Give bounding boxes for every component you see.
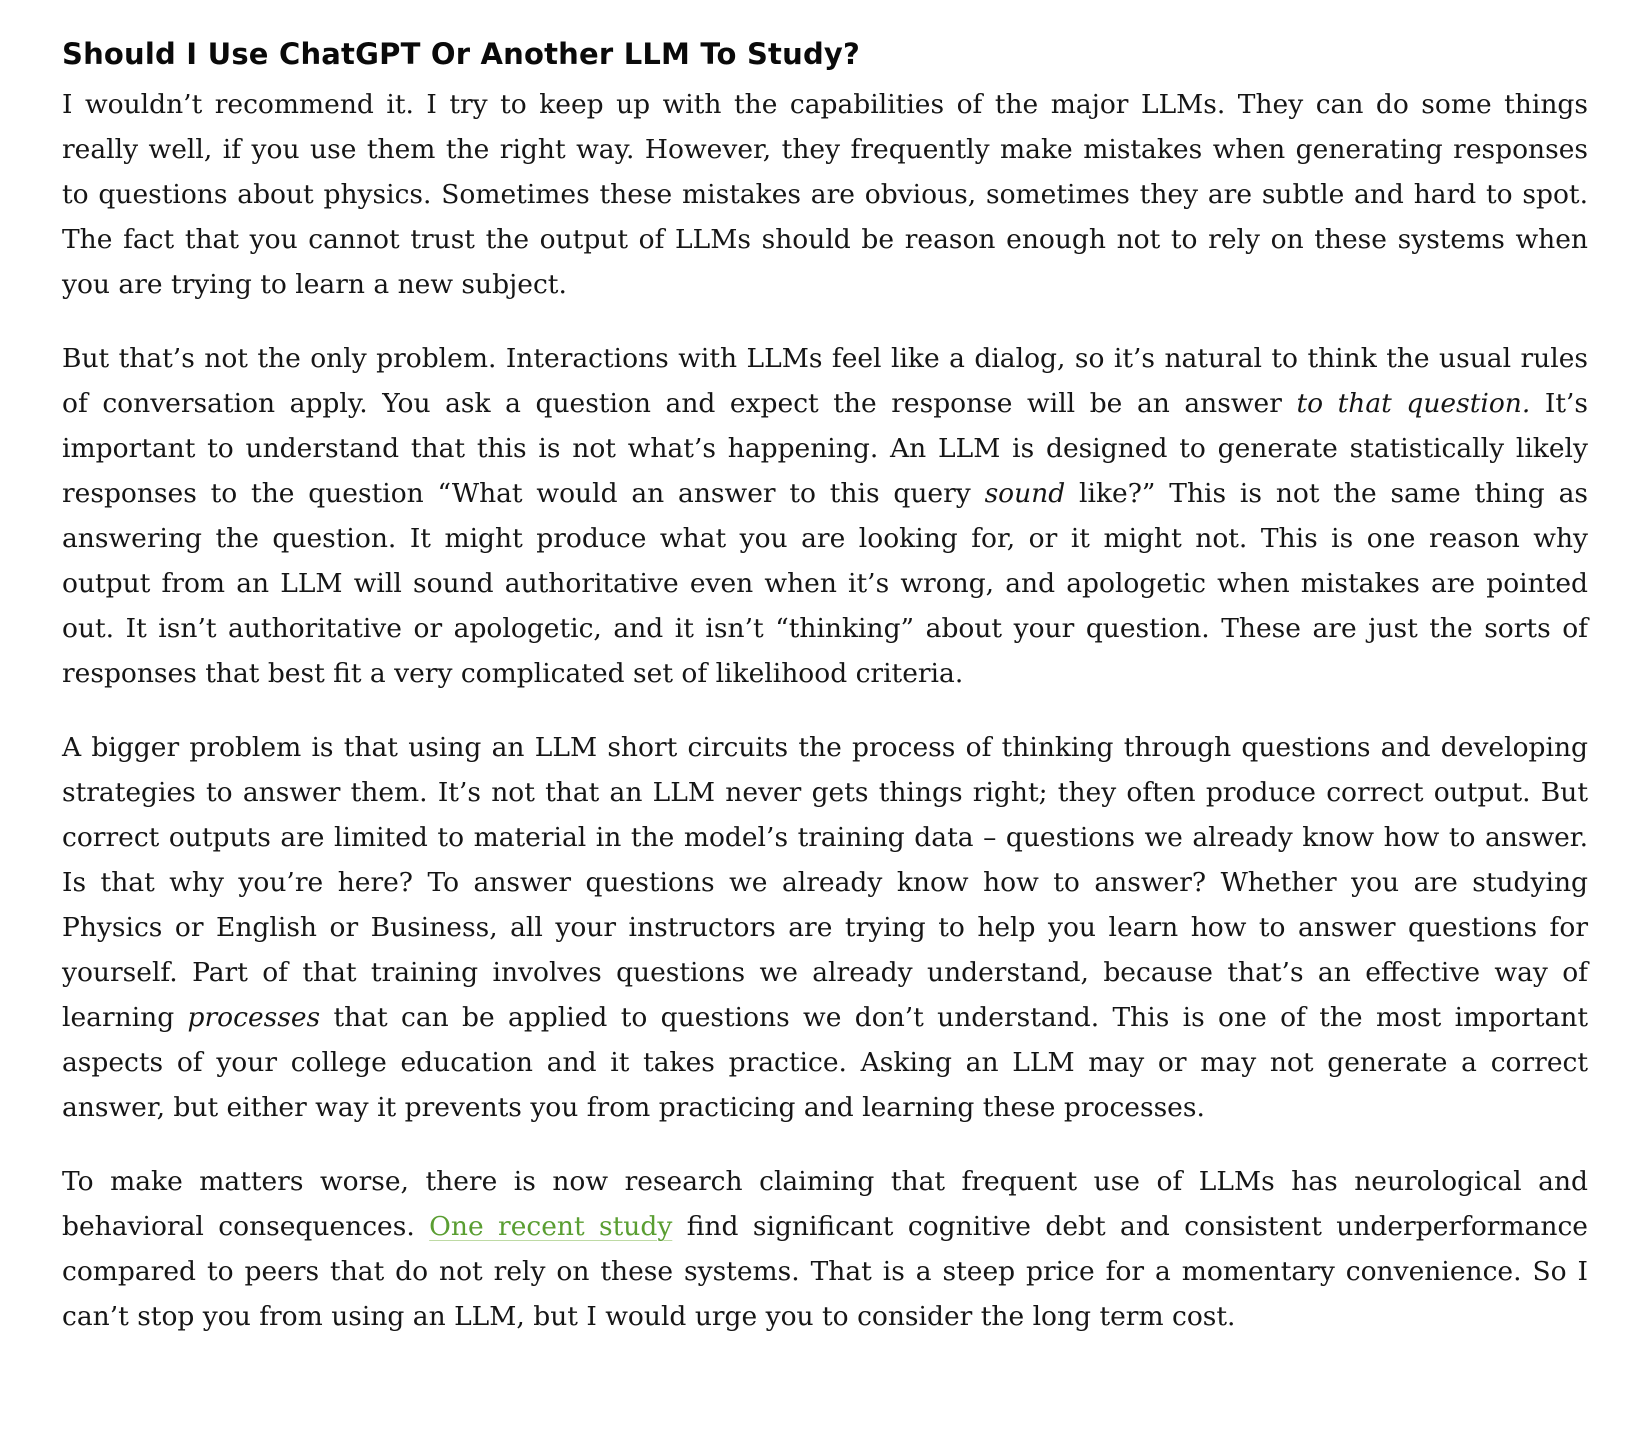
italic-text: processes [187,1002,321,1033]
page-title: Should I Use ChatGPT Or Another LLM To Study? [62,37,861,71]
body-text: I wouldn’t recommend it. I try to keep up with the capabilities of the major LLMs. They can do some things really well, if you use them the right way. However, they frequently make mistakes when generating responses to questions about physics. Sometimes these mistakes are obvious, sometimes they are subtle and hard to spot. The fact that you cannot trust the output of LLMs should be reason enough not to rely on these systems when you are trying to learn a new subject. [62,89,1588,300]
paragraph-3 [62,725,1588,1130]
body-text: like?” This is not the same thing as answering the question. It might produce what you are looking for, or it might not. This is one reason why output from an LLM will sound authoritative even when it’s wrong, and apologetic when mistakes are pointed out. It isn’t authoritative or apologetic, and it isn’t “thinking” about your question. These are just the sorts of responses that best fit a very complicated set of likelihood criteria. [62,478,1588,689]
body-text: It’s important to understand that this is not what’s happening. An LLM is designed to generate statistically likely responses to the question “What would an answer to this query [62,388,1588,509]
body-text: A bigger problem is that using an LLM short circuits the process of thinking through questions and developing strategies to answer them. It’s not that an LLM never gets things right; they often produce correct output. But correct outputs are limited to material in the model’s training data – questions we already know how to answer. Is that why you’re here? To answer questions we already know how to answer? Whether you are studying Physics or English or Business, all your instructors are trying to help you learn how to answer questions for yourself. Part of that training involves questions we already understand, because that’s an effective way of learning [62,732,1588,1033]
body-text: To make matters worse, there is now research claiming that frequent use of LLMs has neurological and behavioral consequences. [62,1166,1588,1242]
paragraph-2 [62,336,1588,696]
italic-text: to that question. [1296,388,1531,419]
body-text: that can be applied to questions we don’t understand. This is one of the most important aspects of your college education and it takes practice. Asking an LLM may or may not generate a correct answer, but either way it prevents you from practicing and learning these processes. [62,1002,1588,1123]
body-text: find significant cognitive debt and consistent underperformance compared to peers that do not rely on these systems. That is a steep price for a momentary convenience. So I can’t stop you from using an LLM, but I would urge you to consider the long term cost. [62,1211,1588,1332]
paragraph-1 [62,82,1588,307]
recent-study-link[interactable]: One recent study [429,1211,673,1242]
body-text: But that’s not the only problem. Interactions with LLMs feel like a dialog, so it’s natural to think the usual rules of conversation apply. You ask a question and expect the response will be an answer [62,343,1588,419]
italic-text: sound [984,478,1066,509]
paragraph-4 [62,1159,1588,1339]
